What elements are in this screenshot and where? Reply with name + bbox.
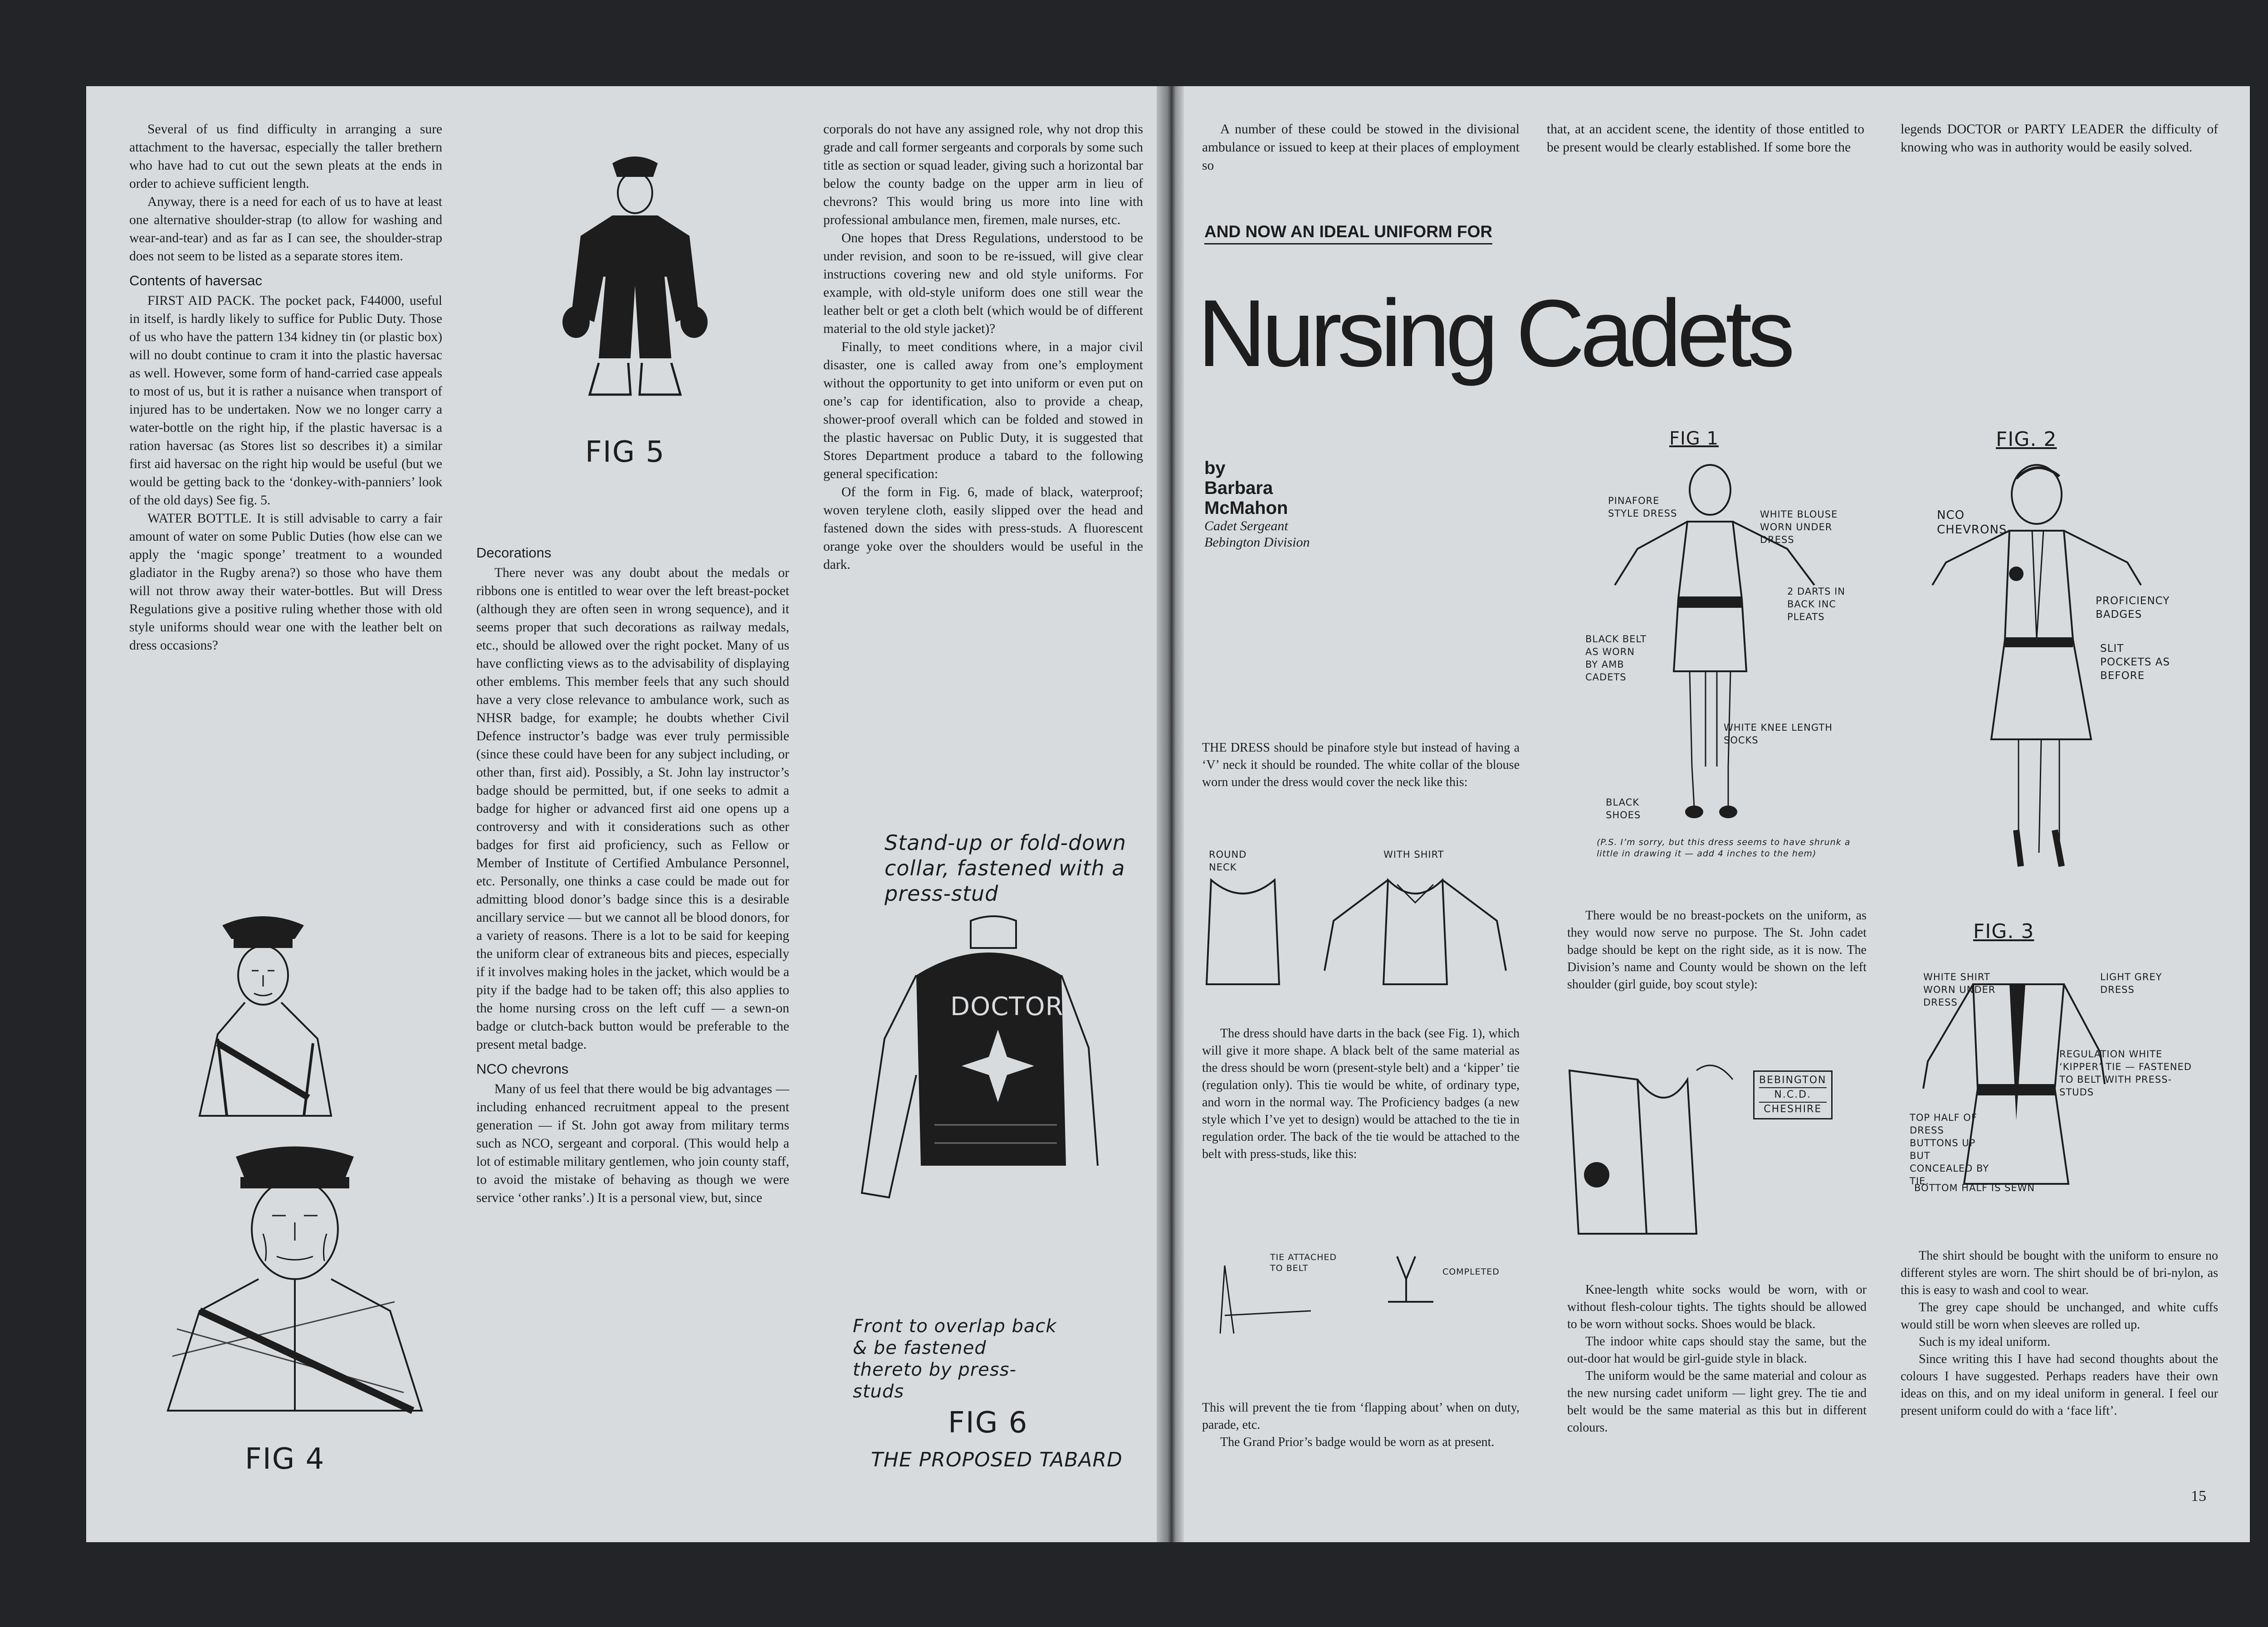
fig2-title: FIG. 2 xyxy=(1996,428,2057,451)
right-top-column-2 xyxy=(1547,120,1864,156)
paragraph: legends DOCTOR or PARTY LEADER the difficulty of knowing who was in authority would be easily solved. xyxy=(1901,122,2218,155)
paragraph: that, at an accident scene, the identity of those entitled to be present would be clearly established. If some bore the xyxy=(1547,122,1864,155)
fig5-label: FIG 5 xyxy=(585,435,665,469)
fig6-label: FIG 6 xyxy=(948,1406,1028,1440)
fig2-badges-label: PROFICIENCY BADGES xyxy=(2096,595,2170,621)
paragraph: There never was any doubt about the medals or ribbons one is entitled to wear over the left breast-pocket (although they are often seen in wrong sequence), and it seems proper that such decorations as railway medals, etc., should be allowed over the right pocket. Many of us have conflicting views as to the advisability of displaying other emblems. This member feels that any such should have a very close relevance to ambulance work, such as NHSR badge, for example; he doubts whether Civil Defence instructor’s badge was ever truly permissible (since these could have been for any subject including, or other than, first aid). Possibly, a St. John lay instructor’s badge should be permitted, but, if one seeks to admit a badge for higher or advanced first aid one opens up a controversy and with it considerations such as other badges for first aid proficiency, such as Fellow or Member of Institute of Certified Ambulance Personnel, etc. Personally, one thinks a case could be made out for admitting blood donor’s badge since this is a desirable ancillary service — but we cannot all be blood donors, for a variety of reasons. There is a lot to be said for keeping the uniform clear of extraneous bits and pieces, especially if it involves making holes in the jacket, which would be a pity if the badge had to be taken off; this also applies to the home nursing cross on the left cuff — a sewn-on badge or clutch-back button would be preferable to the present metal badge. xyxy=(476,566,789,1052)
left-column-2 xyxy=(476,537,789,1207)
byline xyxy=(1204,458,1310,551)
tag-line-3: CHESHIRE xyxy=(1759,1102,1827,1116)
fig1-ps-note: (P.S. I’m sorry, but this dress seems to have shrunk a little in drawing it — add 4 inches to the hem) xyxy=(1597,837,1851,859)
with-shirt-drawing xyxy=(1320,871,1510,989)
paragraph: Such is my ideal uniform. xyxy=(1919,1335,2051,1349)
paragraph: Since writing this I have had second thoughts about the colours I have suggested. Perhaps readers have their own ideas on this, and on my ideal uniform in general. I feel our present uniform could do with a ‘face lift’. xyxy=(1901,1352,2218,1418)
author-last-name: McMahon xyxy=(1204,498,1288,518)
left-column-1 xyxy=(129,120,442,655)
paragraph: Anyway, there is a need for each of us to have at least one alternative shoulder-strap (to allow for washing and wear-and-tear) and as far as I can see, the shoulder-strap does not seem to be listed as a separate stores item. xyxy=(129,195,442,264)
round-neck-label: ROUND NECK xyxy=(1209,849,1247,873)
fig1-blouse-label: WHITE BLOUSE WORN UNDER DRESS xyxy=(1760,509,1838,545)
section-heading: Contents of haversac xyxy=(129,273,262,288)
fig3-buttons-label: TOP HALF OF DRESS BUTTONS UP BUT CONCEALED BY TIE. xyxy=(1910,1112,1989,1187)
right-column-2 xyxy=(1567,907,1867,993)
byline-by: by xyxy=(1204,458,1226,478)
fig6-tabard-word: DOCTOR xyxy=(950,992,1064,1021)
fig1-socks-label: WHITE KNEE LENGTH SOCKS xyxy=(1724,722,1833,746)
fig2-pockets-label: SLIT POCKETS AS BEFORE xyxy=(2100,643,2170,682)
fig5-drawing xyxy=(562,150,708,404)
paragraph: There would be no breast-pockets on the uniform, as they would now serve no purpose. The St. John cadet badge should be kept on the right side, as it is now. The Division’s name and County would be shown on the left shoulder (girl guide, boy scout style): xyxy=(1567,909,1867,992)
right-column-3 xyxy=(1901,1247,2218,1420)
right-column-1-continued xyxy=(1202,1025,1520,1163)
tie-attachment-drawing xyxy=(1207,1252,1452,1343)
fig1-pinafore-label: PINAFORE STYLE DRESS xyxy=(1608,495,1677,519)
paragraph: The grey cape should be unchanged, and white cuffs would still be worn when sleeves are rolled up. xyxy=(1901,1300,2218,1332)
fig1-shoes-label: BLACK SHOES xyxy=(1606,797,1641,821)
section-heading: NCO chevrons xyxy=(476,1061,569,1077)
division-shoulder-tag xyxy=(1753,1070,1833,1119)
fig6-collar-note: Stand-up or fold-down collar, fastened with a press-stud xyxy=(885,831,1127,906)
paragraph: Many of us feel that there would be big advantages — including enhanced recruitment appeal to the present generation — if St. John got away from military terms such as NCO, sergeant and corporal. (This would help a lot of estimable military gentlemen, who join county staff, to avoid the mistake of behaving as though we were service ‘other ranks’.) It is a personal view, but, since xyxy=(476,1082,789,1205)
fig4-drawing-officer xyxy=(191,907,340,1116)
round-neck-drawing xyxy=(1202,871,1284,989)
paragraph: FIRST AID PACK. The pocket pack, F44000, useful in itself, is hardly likely to suffice for Public Duty. Those of us who have the pattern 134 kidney tin (or plastic box) will no doubt continue to cram it into the plastic haversac as well. However, some form of hand-carried case appeals to most of us, but it is rather a nuisance when transport of injured has to be undertaken. Now we no longer carry a water-bottle on the right hip, if the plastic haversac is a ration haversac (as Stores list so describes it) a similar first aid haversac on the right hip would be useful (but we would be getting back to the ‘donkey-with-panniers’ look of the old days) See fig. 5. xyxy=(129,293,442,508)
paragraph: corporals do not have any assigned role, why not drop this grade and call former sergeants and corporals by some such title as section or squad leader, giving such a horizontal bar below the county badge on the upper arm in lieu of chevrons? This would bring us more into line with professional ambulance men, firemen, male nurses, etc. xyxy=(823,122,1143,227)
tag-line-2: N.C.D. xyxy=(1759,1087,1827,1102)
fig3-shirt-label: WHITE SHIRT WORN UNDER DRESS xyxy=(1923,972,1996,1008)
section-heading: Decorations xyxy=(476,545,552,561)
author-division: Bebington Division xyxy=(1204,535,1310,550)
fig4-drawing-man xyxy=(159,1138,431,1420)
fig2-nco-label: NCO CHEVRONS xyxy=(1937,508,2007,537)
paragraph: The uniform would be the same material and colour as the new nursing cadet uniform — light grey. The tie and belt would be the same material as this but in different colours. xyxy=(1567,1369,1867,1435)
paragraph: Knee-length white socks would be worn, with or without flesh-colour tights. The tights should be allowed to be worn without socks. Shoes would be black. xyxy=(1567,1283,1867,1331)
author-first-name: Barbara xyxy=(1204,478,1273,498)
book-spine xyxy=(1157,86,1184,1542)
fig1-title: FIG 1 xyxy=(1669,428,1719,449)
with-shirt-label: WITH SHIRT xyxy=(1383,849,1444,860)
paragraph: This will prevent the tie from ‘flapping about’ when on duty, parade, etc. xyxy=(1202,1401,1520,1432)
paragraph: The shirt should be bought with the uniform to ensure no different styles are worn. The shirt should be of bri-nylon, as this is easy to wash and cool to wear. xyxy=(1901,1249,2218,1297)
fig4-label: FIG 4 xyxy=(245,1442,325,1476)
left-column-3 xyxy=(823,120,1143,574)
fig3-dress-label: LIGHT GREY DRESS xyxy=(2100,972,2162,995)
paragraph: WATER BOTTLE. It is still advisable to carry a fair amount of water on some Public Duties (how else can we apply the ‘magic sponge’ treatment to a wounded gladiator in the Rugby arena?) so those who have them will not throw away their water-bottles. But will Dress Regulations give a positive ruling whether those with old style uniforms should wear one with the leather belt on dress occasions? xyxy=(129,511,442,653)
tag-line-1: BEBINGTON xyxy=(1759,1075,1827,1086)
shoulder-badge-drawing xyxy=(1560,1061,1760,1243)
fig6-front-note: Front to overlap back & be fastened thereto by press-studs xyxy=(853,1316,1057,1402)
fig3-title: FIG. 3 xyxy=(1973,920,2034,943)
paragraph: A number of these could be stowed in the divisional ambulance or issued to keep at their places of employment so xyxy=(1202,122,1520,173)
right-column-2-continued xyxy=(1567,1281,1867,1436)
right-column-1-end xyxy=(1202,1399,1520,1451)
author-role: Cadet Sergeant xyxy=(1204,518,1288,533)
paragraph: Of the form in Fig. 6, made of black, waterproof; woven terylene cloth, easily slipped over the head and fastened down the sides with press-studs. A fluorescent orange yoke over the shoulders would be useful in the dark. xyxy=(823,485,1143,572)
page-number: 15 xyxy=(2191,1488,2206,1505)
right-top-column-1 xyxy=(1202,120,1520,175)
paragraph: One hopes that Dress Regulations, understood to be under revision, and soon to be re-issued, will give clear instructions covering new and old style uniforms. For example, with old-style uniform does one still wear the leather belt or get a cloth belt (which would be of different material to the old style jacket)? xyxy=(823,231,1143,336)
tie-completed-label: COMPLETED xyxy=(1442,1267,1500,1277)
right-top-column-3 xyxy=(1901,120,2218,156)
article-headline: Nursing Cadets xyxy=(1198,280,1791,386)
paragraph: The indoor white caps should stay the same, but the out-door hat would be girl-guide style in black. xyxy=(1567,1334,1867,1366)
paragraph: THE DRESS should be pinafore style but instead of having a ‘V’ neck it should be rounded. The white collar of the blouse worn under the dress would cover the neck like this: xyxy=(1202,741,1520,789)
paragraph: The dress should have darts in the back (see Fig. 1), which will give it more shape. A black belt of the same material as the dress should be worn (present-style belt) and a ‘kipper’ tie (regulation only). This tie would be white, of ordinary type, and worn in the normal way. The Proficiency badges (a new style which I’ve yet to design) would be attached to the tie in regulation order. The back of the tie would be attached to the belt with press-studs, like this: xyxy=(1202,1026,1520,1161)
fig3-sewn-label: BOTTOM HALF IS SEWN xyxy=(1914,1182,2035,1193)
right-column-1 xyxy=(1202,739,1520,791)
fig1-darts-label: 2 DARTS IN BACK INC PLEATS xyxy=(1787,586,1846,622)
fig6-tabard-drawing xyxy=(853,912,1134,1284)
fig6-caption: THE PROPOSED TABARD xyxy=(871,1448,1123,1471)
paragraph: Several of us find difficulty in arranging a sure attachment to the haversac, especially the taller brethern who have had to cut out the sewn pleats at the ends in order to achieve sufficient length. xyxy=(129,122,442,191)
fig1-belt-label: BLACK BELT AS WORN BY AMB CADETS xyxy=(1585,634,1647,683)
tie-attached-label: TIE ATTACHED TO BELT xyxy=(1270,1252,1337,1273)
paragraph: Finally, to meet conditions where, in a major civil disaster, one is called away from one’s employment without the opportunity to get into uniform or even put on one’s cap for identification, also to provide a cheap, shower-proof overall which can be folded and stowed in the plastic haversac on Public Duty, it is suggested that Stores Department produce a tabard to the following general specification: xyxy=(823,340,1143,481)
article-kicker: AND NOW AN IDEAL UNIFORM FOR xyxy=(1204,222,1492,244)
paragraph: The Grand Prior’s badge would be worn as at present. xyxy=(1220,1435,1495,1449)
fig3-tie-label: REGULATION WHITE ‘KIPPER’ TIE — FASTENED TO BELT WITH PRESS-STUDS xyxy=(2059,1049,2192,1098)
